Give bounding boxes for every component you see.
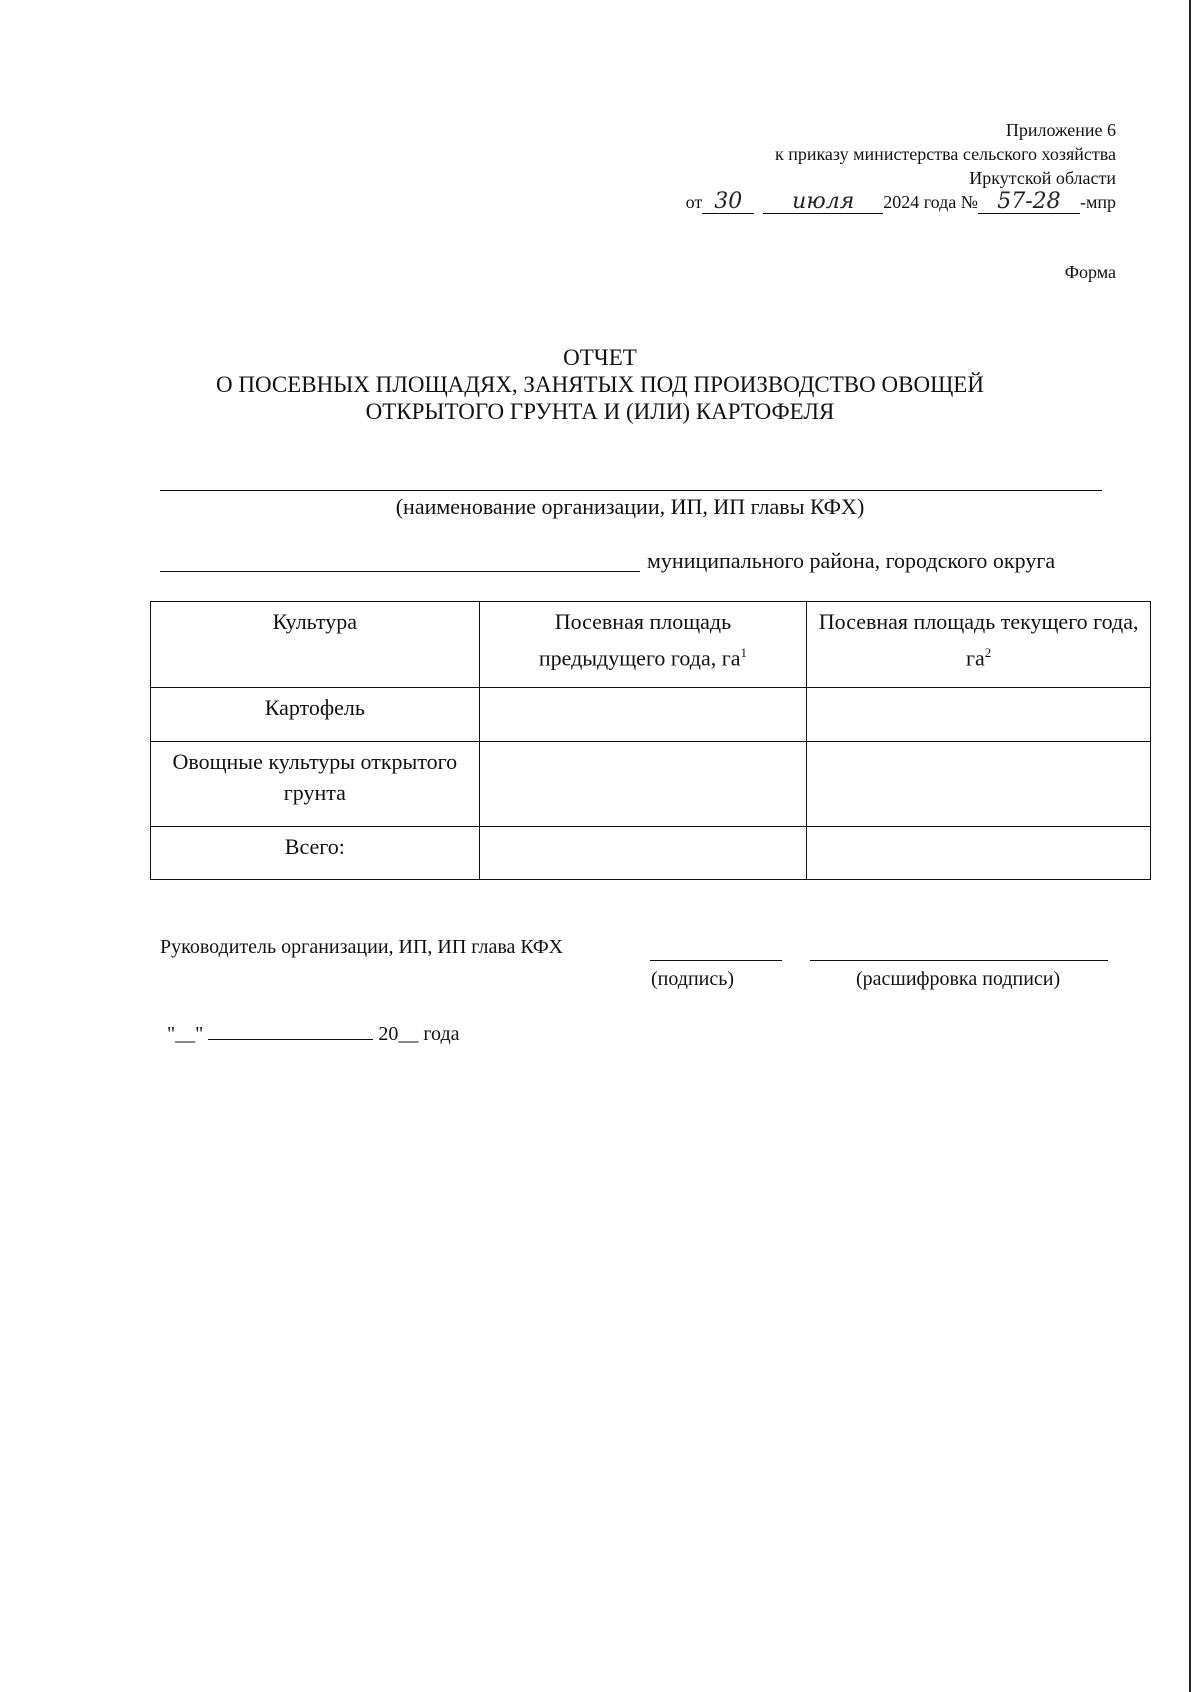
date-year-suffix: года <box>423 1023 460 1045</box>
date-year-prefix: 20__ <box>378 1023 419 1045</box>
region-name: Иркутской области <box>969 168 1116 188</box>
title-line-1: ОТЧЕТ <box>563 345 637 370</box>
order-date-line <box>686 190 1116 214</box>
potato-current-year-cell[interactable] <box>807 688 1151 742</box>
table-header-row <box>151 602 1151 688</box>
signature-caption: (подпись) <box>651 968 735 990</box>
table-row <box>151 827 1151 880</box>
signature-line[interactable] <box>650 960 782 961</box>
column-header-previous-year: Посевная площадь предыдущего года, $га^1$ <box>479 602 807 688</box>
appendix-header <box>686 118 1116 214</box>
row-label-total: Всего: <box>151 827 480 880</box>
vegetables-previous-year-cell[interactable] <box>479 742 807 827</box>
appendix-number: Приложение 6 <box>1005 120 1116 140</box>
form-label: Форма <box>1064 262 1116 282</box>
signature-decode-line[interactable] <box>810 960 1108 961</box>
organization-caption: (наименование организации, ИП, ИП главы КФХ) <box>395 494 865 519</box>
row-label-vegetables: Овощные культуры открытого грунта <box>151 742 480 827</box>
handwritten-month: июля <box>763 191 883 214</box>
sown-area-table <box>150 601 1151 880</box>
handwritten-day: 30 <box>702 191 754 214</box>
footnote-mark-1: 1 <box>740 645 748 660</box>
total-current-year-cell[interactable] <box>807 827 1151 880</box>
report-title <box>0 344 1200 425</box>
signature-decode-caption: (расшифровка подписи) <box>856 968 1061 990</box>
column-header-crop: Культура <box>151 602 480 688</box>
title-line-3: ОТКРЫТОГО ГРУНТА И (ИЛИ) КАРТОФЕЛЯ <box>365 399 835 424</box>
table-row <box>151 688 1151 742</box>
title-line-2: О ПОСЕВНЫХ ПЛОЩАДЯХ, ЗАНЯТЫХ ПОД ПРОИЗВОДСТВО ОВОЩЕЙ <box>216 372 984 397</box>
report-date-line <box>167 1023 460 1046</box>
district-name-line[interactable] <box>160 571 640 572</box>
date-day-blank[interactable]: "__" <box>167 1023 204 1045</box>
table-row <box>151 742 1151 827</box>
column-header-current-year: Посевная площадь текущего года, $га^2$ <box>807 602 1151 688</box>
date-month-blank[interactable] <box>208 1039 373 1040</box>
from-label: от <box>685 192 703 212</box>
organization-name-line[interactable] <box>160 490 1102 491</box>
vegetables-current-year-cell[interactable] <box>807 742 1151 827</box>
year-text: 2024 года № <box>883 192 978 212</box>
handwritten-order-number: 57-28 <box>978 191 1080 214</box>
footnote-mark-2: 2 <box>984 645 992 660</box>
potato-previous-year-cell[interactable] <box>479 688 807 742</box>
total-previous-year-cell[interactable] <box>479 827 807 880</box>
district-caption: муниципального района, городского округа <box>647 548 1056 573</box>
row-label-potato: Картофель <box>151 688 480 742</box>
signatory-role: Руководитель организации, ИП, ИП глава КФХ <box>160 936 564 958</box>
page-edge <box>1189 0 1191 1692</box>
order-reference: к приказу министерства сельского хозяйства <box>774 144 1116 164</box>
order-suffix: -мпр <box>1079 192 1116 212</box>
